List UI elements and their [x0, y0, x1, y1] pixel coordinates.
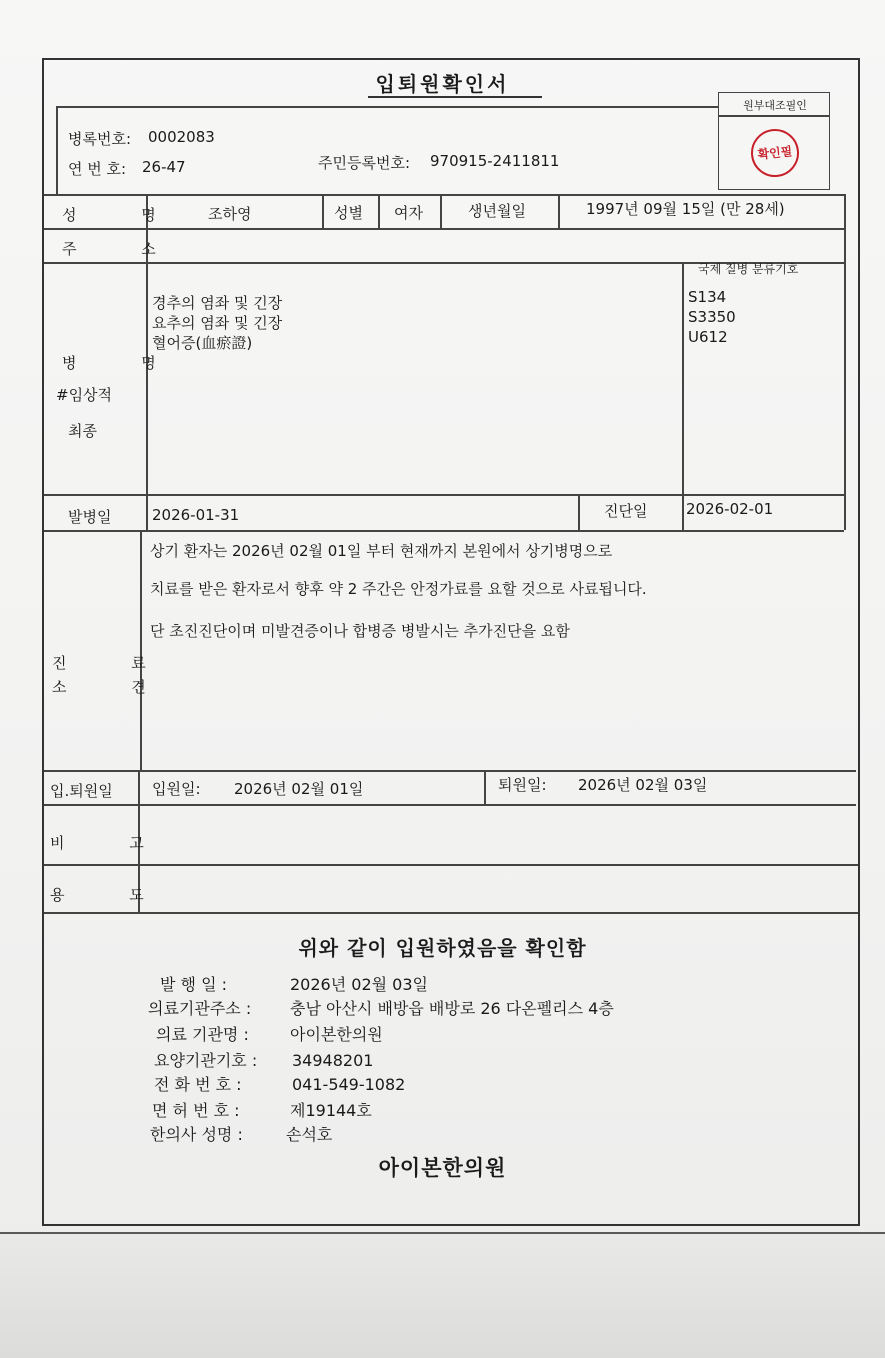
record-no-value: 0002083	[148, 128, 215, 146]
icd-code: S134	[688, 288, 727, 306]
purpose-label: 용 도	[50, 886, 174, 904]
footer-value: 041-549-1082	[292, 1075, 406, 1094]
admission-in-label: 입원일:	[152, 780, 201, 798]
header-left-line	[56, 106, 58, 194]
sex-label: 성별	[334, 204, 363, 222]
footer-row	[156, 1022, 383, 1045]
col-line	[558, 194, 560, 228]
stamp-label: 원부대조필인	[743, 99, 807, 112]
row-line	[44, 228, 844, 230]
footer-key: 발 행 일 :	[160, 975, 228, 994]
footer-row	[152, 1098, 372, 1121]
seal-stamp-icon	[749, 127, 802, 180]
row-line	[44, 494, 844, 496]
footer-value: 아이본한의원	[290, 1025, 383, 1044]
footer-row	[148, 996, 614, 1019]
footer-value: 손석호	[286, 1125, 333, 1144]
address-label: 주 소	[62, 240, 186, 258]
diag-date-label: 진단일	[604, 502, 648, 520]
icd-col-line	[682, 262, 684, 530]
col-line	[484, 770, 486, 804]
opinion-label: 진 료	[52, 654, 176, 672]
col-line	[378, 194, 380, 228]
label-col-line	[140, 530, 142, 770]
icd-code: U612	[688, 328, 728, 346]
footer-row	[160, 972, 428, 995]
footer-key: 의료기관주소 :	[148, 999, 252, 1018]
admission-in-date: 2026년 02월 01일	[234, 780, 364, 798]
diagnosis-label: 병 명	[62, 354, 186, 372]
admission-out-label: 퇴원일:	[498, 776, 547, 794]
birth-label: 생년월일	[468, 202, 526, 220]
footer-value: 제19144호	[290, 1101, 372, 1120]
admission-label: 입.퇴원일	[50, 782, 113, 800]
onset-label: 발병일	[68, 508, 112, 526]
footer-key: 면 허 번 호 :	[152, 1101, 240, 1120]
diagnosis-item: 요추의 염좌 및 긴장	[152, 314, 283, 332]
col-line	[440, 194, 442, 228]
col-line	[322, 194, 324, 228]
record-no-label: 병록번호:	[68, 130, 132, 148]
footer-row	[150, 1122, 332, 1145]
footer-key: 요양기관기호 :	[154, 1051, 258, 1070]
row-line	[44, 912, 858, 914]
icd-label: 국제 질병 분류기호	[698, 262, 799, 276]
row-line	[44, 864, 858, 866]
col-line	[578, 494, 580, 530]
diagnosis-item: 경추의 염좌 및 긴장	[152, 294, 283, 312]
footer-value: 충남 아산시 배방읍 배방로 26 다온펠리스 4층	[290, 999, 614, 1018]
birth-value: 1997년 09월 15일 (만 28세)	[586, 200, 785, 218]
clinical-label: #임상적	[56, 386, 113, 404]
footer-value: 2026년 02월 03일	[290, 975, 428, 994]
footer-key: 전 화 번 호 :	[154, 1075, 242, 1094]
paper-bottom-edge	[0, 1232, 885, 1358]
serial-value: 26-47	[142, 158, 186, 176]
opinion-line: 단 초진진단이며 미발견증이나 합병증 병발시는 추가진단을 요함	[150, 622, 570, 640]
name-value: 조하영	[208, 205, 252, 223]
opinion-label: 소 견	[52, 678, 176, 696]
rrn-label: 주민등록번호:	[318, 154, 410, 172]
opinion-line: 상기 환자는 2026년 02월 01일 부터 현재까지 본원에서 상기병명으로	[150, 542, 613, 560]
confirmation-statement: 위와 같이 입원하였음을 확인함	[298, 936, 587, 960]
opinion-line: 치료를 받은 환자로서 향후 약 2 주간은 안정가료를 요할 것으로 사료됩니다.	[150, 580, 647, 598]
row-line	[44, 804, 856, 806]
footer-row	[154, 1072, 405, 1095]
footer-key: 의료 기관명 :	[156, 1025, 249, 1044]
rrn-value: 970915-2411811	[430, 152, 560, 170]
seal-text: 확인필	[756, 143, 793, 162]
name-label: 성 명	[62, 206, 186, 224]
stamp-box	[718, 92, 830, 190]
diagnosis-item: 혈어증(血瘀證)	[152, 334, 253, 352]
footer-row	[154, 1048, 373, 1071]
footer-key: 한의사 성명 :	[150, 1125, 243, 1144]
onset-value: 2026-01-31	[152, 506, 240, 524]
icd-code: S3350	[688, 308, 736, 326]
stamp-separator	[719, 115, 829, 117]
final-label: 최종	[68, 422, 97, 440]
table-top-line	[56, 106, 718, 108]
row-line	[44, 530, 844, 532]
document-title: 입퇴원확인서	[375, 72, 510, 96]
sex-value: 여자	[394, 204, 423, 222]
diag-date-value: 2026-02-01	[686, 500, 774, 518]
row-line	[44, 194, 844, 196]
remarks-label: 비 고	[50, 834, 174, 852]
title-underline	[368, 96, 542, 98]
serial-label: 연 번 호:	[68, 160, 127, 178]
admission-out-date: 2026년 02월 03일	[578, 776, 708, 794]
row-line	[44, 770, 856, 772]
footer-value: 34948201	[292, 1051, 374, 1070]
table-right-line	[844, 194, 846, 530]
clinic-name: 아이본한의원	[378, 1156, 507, 1180]
